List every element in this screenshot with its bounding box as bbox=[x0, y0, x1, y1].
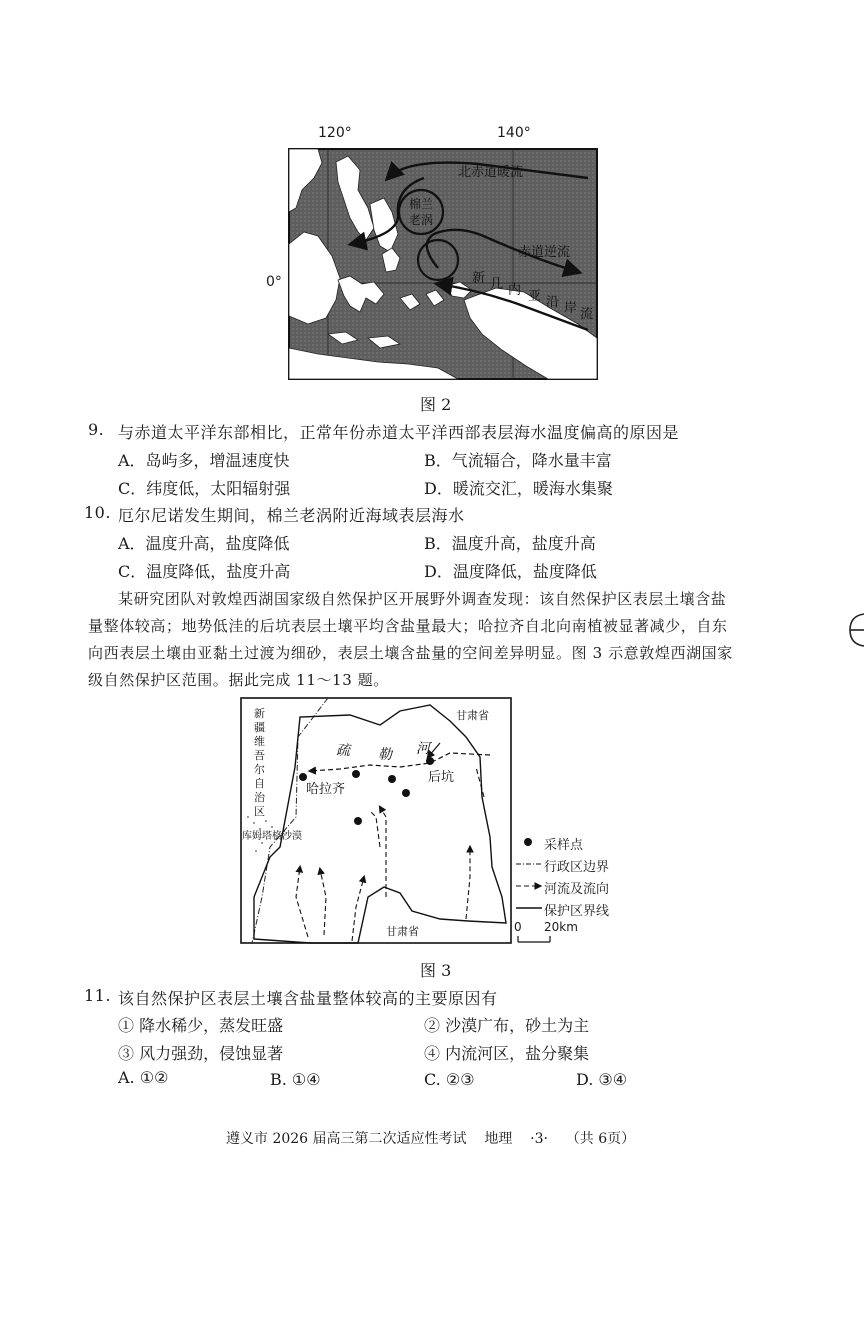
q10-stem: 厄尔尼诺发生期间，棉兰老涡附近海域表层海水 bbox=[118, 506, 465, 525]
q11-statement-2: ② 沙漠广布，砂土为主 bbox=[424, 1016, 590, 1035]
page-footer: 遵义市 2026 届高三第二次适应性考试 地理 ·3· （共 6页） bbox=[226, 1131, 636, 1147]
svg-text:新: 新 bbox=[254, 707, 265, 720]
svg-text:新: 新 bbox=[472, 271, 486, 286]
q10-option-c: C．温度降低，盐度升高 bbox=[118, 562, 291, 581]
sample-point bbox=[352, 770, 360, 778]
svg-text:疏: 疏 bbox=[336, 743, 350, 759]
q9-stem: 与赤道太平洋东部相比，正常年份赤道太平洋西部表层海水温度偏高的原因是 bbox=[118, 423, 680, 442]
svg-text:流: 流 bbox=[580, 307, 594, 322]
fig3-gansu-top: 甘肃省 bbox=[456, 709, 489, 722]
figure-2-caption: 图 2 bbox=[420, 395, 452, 414]
fig2-label-north-equatorial: 北赤道暖流 bbox=[458, 165, 524, 180]
q10-option-a: A．温度升高，盐度降低 bbox=[118, 534, 290, 553]
q11-stem: 该自然保护区表层土壤含盐量整体较高的主要原因有 bbox=[118, 989, 498, 1008]
svg-text:勒: 勒 bbox=[378, 747, 392, 763]
q10-option-b: B．温度升高，盐度升高 bbox=[424, 534, 596, 553]
q11-option-d: D. ③④ bbox=[576, 1070, 628, 1089]
q11-statement-4: ④ 内流河区，盐分聚集 bbox=[424, 1044, 590, 1063]
svg-text:沿: 沿 bbox=[546, 295, 560, 310]
fig2-lat-0: 0° bbox=[266, 274, 282, 290]
scale-value: 20km bbox=[544, 920, 578, 934]
q11-statement-3: ③ 风力强劲，侵蚀显著 bbox=[118, 1044, 284, 1063]
svg-text:治: 治 bbox=[254, 791, 265, 804]
q11-number: 11. bbox=[84, 986, 111, 1005]
q9-option-b: B．气流辐合，降水量丰富 bbox=[424, 451, 612, 470]
legend-label-reserve: 保护区界线 bbox=[544, 904, 610, 919]
svg-text:维: 维 bbox=[254, 735, 265, 748]
figure-3-caption: 图 3 bbox=[420, 961, 452, 980]
fig3-houkeng-label: 后坑 bbox=[428, 770, 455, 785]
scale-zero: 0 bbox=[514, 920, 522, 934]
svg-text:吾: 吾 bbox=[254, 749, 265, 762]
svg-text:河: 河 bbox=[416, 741, 430, 757]
q10-number: 10. bbox=[84, 503, 111, 522]
q11-option-c: C. ②③ bbox=[424, 1070, 475, 1089]
fig2-label-eddy-line2: 老涡 bbox=[409, 213, 434, 227]
figure-3-map bbox=[240, 697, 512, 945]
sample-point bbox=[388, 775, 396, 783]
q9-option-a: A．岛屿多，增温速度快 bbox=[118, 451, 290, 470]
fig2-lon-120: 120° bbox=[318, 125, 352, 141]
fig3-xinjiang-label bbox=[254, 707, 266, 818]
q11-option-b: B. ①④ bbox=[270, 1070, 321, 1089]
passage-line-4: 级自然保护区范围。据此完成 11～13 题。 bbox=[88, 671, 389, 689]
legend-label-river: 河流及流向 bbox=[544, 882, 610, 897]
svg-text:尔: 尔 bbox=[254, 763, 265, 776]
svg-text:疆: 疆 bbox=[254, 721, 265, 734]
q9-option-d: D．暖流交汇，暖海水集聚 bbox=[424, 479, 613, 498]
sample-point bbox=[354, 817, 362, 825]
svg-text:岸: 岸 bbox=[564, 301, 578, 316]
fig3-gansu-bottom: 甘肃省 bbox=[386, 925, 419, 938]
sample-point bbox=[426, 757, 434, 765]
fig2-label-counter: 赤道逆流 bbox=[518, 245, 571, 260]
legend-label-sample: 采样点 bbox=[544, 838, 584, 853]
passage-line-2: 量整体较高；地势低洼的后坑表层土壤平均含盐量最大；哈拉齐自北向南植被显著减少，自东 bbox=[88, 617, 728, 635]
fig2-label-eddy-line1: 棉兰 bbox=[409, 197, 434, 211]
q9-number: 9. bbox=[88, 420, 105, 439]
binding-margin-mark bbox=[846, 610, 866, 650]
q11-option-a: A. ①② bbox=[118, 1068, 169, 1087]
figure-2-map bbox=[288, 148, 598, 380]
q9-option-c: C．纬度低，太阳辐射强 bbox=[118, 479, 291, 498]
legend-label-admin: 行政区边界 bbox=[544, 860, 610, 875]
fig2-lon-140: 140° bbox=[497, 125, 531, 141]
q11-statement-1: ① 降水稀少，蒸发旺盛 bbox=[118, 1016, 284, 1035]
sample-point bbox=[402, 789, 410, 797]
svg-text:自: 自 bbox=[254, 777, 265, 790]
svg-text:内: 内 bbox=[508, 283, 522, 298]
fig3-halaqi-label: 哈拉齐 bbox=[306, 782, 346, 797]
svg-text:几: 几 bbox=[490, 277, 504, 292]
fig3-desert-label: 库姆塔格沙漠 bbox=[242, 831, 302, 842]
q10-option-d: D．温度降低，盐度降低 bbox=[424, 562, 597, 581]
passage-line-3: 向西表层土壤由亚黏土过渡为细砂，表层土壤含盐量的空间差异明显。图 3 示意敦煌西湖国家 bbox=[88, 644, 733, 662]
svg-text:亚: 亚 bbox=[528, 289, 542, 304]
passage-line-1: 某研究团队对敦煌西湖国家级自然保护区开展野外调查发现：该自然保护区表层土壤含盐 bbox=[118, 590, 727, 608]
legend-dot-symbol bbox=[524, 838, 532, 846]
svg-text:区: 区 bbox=[254, 805, 265, 818]
sample-point bbox=[299, 773, 307, 781]
